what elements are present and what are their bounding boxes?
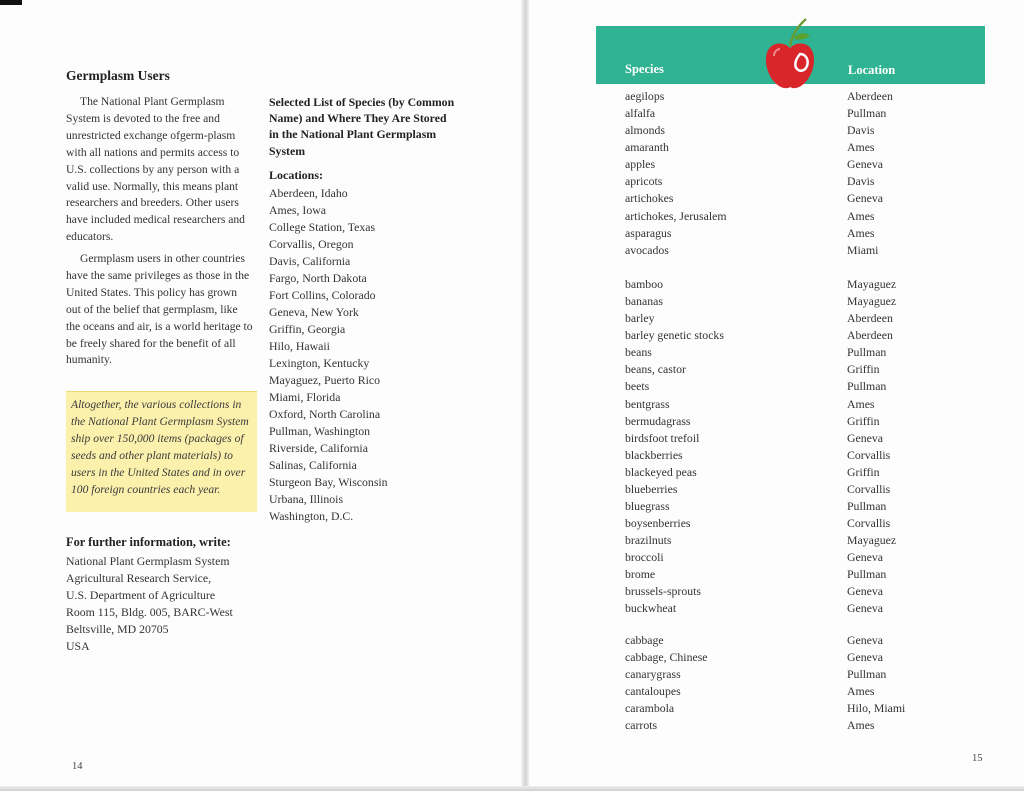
apple-icon xyxy=(760,16,820,94)
species-location: Geneva xyxy=(847,601,884,616)
page-gutter xyxy=(521,0,529,791)
species-name: apples xyxy=(625,157,656,172)
species-name: apricots xyxy=(625,174,663,189)
location-item: Hilo, Hawaii xyxy=(269,338,330,353)
species-name: buckwheat xyxy=(625,601,677,616)
location-item: Corvallis, Oregon xyxy=(269,236,354,251)
species-name: alfalfa xyxy=(625,106,656,121)
species-location: Corvallis xyxy=(847,447,891,462)
location-item: Miami, Florida xyxy=(269,389,341,404)
species-group-b xyxy=(625,276,825,618)
species-location: Ames xyxy=(847,684,875,699)
species-location: Geneva xyxy=(847,650,884,665)
address-line: Room 115, Bldg. 005, BARC-West xyxy=(66,605,233,620)
species-name: blackberries xyxy=(625,447,683,462)
location-item: Urbana, Illinois xyxy=(269,491,344,506)
species-name: cabbage xyxy=(625,633,664,647)
species-name: asparagus xyxy=(625,225,672,240)
species-name: blackeyed peas xyxy=(625,464,697,479)
species-name: brazilnuts xyxy=(625,533,672,548)
species-name: broccoli xyxy=(625,550,664,565)
species-name: beans xyxy=(625,345,652,360)
species-name: boysenberries xyxy=(625,516,691,531)
species-name: cantaloupes xyxy=(625,684,681,699)
species-location: Aberdeen xyxy=(847,328,893,343)
address-line: U.S. Department of Agriculture xyxy=(66,588,216,603)
species-location: Pullman xyxy=(847,567,887,582)
species-location: Mayaguez xyxy=(847,277,897,291)
species-group-c xyxy=(625,632,825,734)
species-location: Ames xyxy=(847,225,875,240)
species-name: bermudagrass xyxy=(625,413,691,428)
species-location: Geneva xyxy=(847,191,884,206)
species-location: Pullman xyxy=(847,106,887,121)
species-location: Hilo, Miami xyxy=(847,701,906,716)
shipping-callout xyxy=(66,391,257,512)
location-item: Pullman, Washington xyxy=(269,423,371,438)
species-location: Corvallis xyxy=(847,516,891,531)
species-name: cabbage, Chinese xyxy=(625,650,708,665)
species-location: Griffin xyxy=(847,413,880,428)
species-name: blueberries xyxy=(625,481,678,496)
species-name: bamboo xyxy=(625,277,664,291)
corner-mark xyxy=(0,0,22,5)
location-item: Davis, California xyxy=(269,253,351,268)
species-location: Ames xyxy=(847,396,875,411)
species-name: bentgrass xyxy=(625,396,670,411)
intro-paragraph: The National Plant Germplasm System is devoted to the free and unrestricted exchange ofgerm-plasm with all nations and permits access to U.S. collections by any person with a valid use. Normally, this means plant researchers and breeders. Other users have included medical researchers and educators. xyxy=(66,95,245,244)
species-name: bluegrass xyxy=(625,499,670,514)
species-location: Davis xyxy=(847,174,875,189)
location-group-c xyxy=(847,632,967,734)
page-number-right: 15 xyxy=(972,753,983,764)
species-location: Mayaguez xyxy=(847,533,897,548)
location-item: Ames, Iowa xyxy=(269,202,327,217)
policy-paragraph: Germplasm users in other countries have the same privileges as those in the United States. This policy has grown out of the belief that germplasm, like the oceans and air, is a world heritage to be freely shared for the benefit of all humanity. xyxy=(66,252,253,367)
species-location: Corvallis xyxy=(847,481,891,496)
species-location: Miami xyxy=(847,242,879,257)
species-location: Davis xyxy=(847,123,875,138)
location-item: Oxford, North Carolina xyxy=(269,406,381,421)
mailing-address xyxy=(66,553,233,656)
species-name: artichokes xyxy=(625,191,674,206)
species-location: Griffin xyxy=(847,464,880,479)
location-group-a xyxy=(847,88,967,259)
species-location: Pullman xyxy=(847,379,887,394)
location-group-b xyxy=(847,276,967,618)
further-info-heading: For further information, write: xyxy=(66,535,231,549)
species-location: Ames xyxy=(847,208,875,223)
species-name: carrots xyxy=(625,718,658,733)
species-name: barley xyxy=(625,311,655,326)
location-item: Geneva, New York xyxy=(269,304,359,319)
address-line: Agricultural Research Service, xyxy=(66,571,212,586)
address-line: National Plant Germplasm System xyxy=(66,554,230,568)
location-item: Salinas, California xyxy=(269,457,357,472)
species-name: barley genetic stocks xyxy=(625,328,724,343)
germplasm-users-heading: Germplasm Users xyxy=(66,68,170,83)
species-name: beets xyxy=(625,379,650,394)
location-item: Mayaguez, Puerto Rico xyxy=(269,372,381,387)
address-line: USA xyxy=(66,639,90,654)
species-location: Geneva xyxy=(847,157,884,172)
location-column-header: Location xyxy=(848,63,896,77)
species-name: carambola xyxy=(625,701,675,716)
species-location: Ames xyxy=(847,718,875,733)
species-name: artichokes, Jerusalem xyxy=(625,208,727,223)
species-name: aegilops xyxy=(625,89,665,103)
location-item: Fort Collins, Colorado xyxy=(269,287,376,302)
location-item: Sturgeon Bay, Wisconsin xyxy=(269,474,388,489)
page-number-left: 14 xyxy=(72,761,83,772)
species-location: Pullman xyxy=(847,499,887,514)
species-location: Ames xyxy=(847,140,875,155)
species-location: Aberdeen xyxy=(847,311,893,326)
species-group-a xyxy=(625,88,825,259)
location-item: Fargo, North Dakota xyxy=(269,270,367,285)
callout-text: Altogether, the various collections in the National Plant Germplasm System ship over 150,000 items (packages of seeds and other plant materials) to users in the United States and in over 100 foreign countries each year. xyxy=(71,398,249,496)
species-location: Geneva xyxy=(847,550,884,565)
location-item: Lexington, Kentucky xyxy=(269,355,370,370)
species-name: brome xyxy=(625,567,656,582)
species-list-title: Selected List of Species (by Common Name) and Where They Are Stored in the National Plant Germplasm System xyxy=(269,95,455,158)
species-location: Geneva xyxy=(847,633,884,647)
species-location: Aberdeen xyxy=(847,89,893,103)
species-location: Mayaguez xyxy=(847,294,897,309)
locations-heading: Locations: xyxy=(269,168,323,182)
species-column-header: Species xyxy=(625,62,664,76)
location-item: Washington, D.C. xyxy=(269,508,354,523)
species-name: beans, castor xyxy=(625,362,686,377)
species-name: canarygrass xyxy=(625,667,681,682)
species-name: brussels-sprouts xyxy=(625,584,702,599)
species-name: avocados xyxy=(625,242,669,257)
address-line: Beltsville, MD 20705 xyxy=(66,622,169,637)
species-location: Geneva xyxy=(847,584,884,599)
locations-list xyxy=(269,185,388,525)
species-name: amaranth xyxy=(625,140,669,155)
location-item: College Station, Texas xyxy=(269,219,376,234)
location-item: Griffin, Georgia xyxy=(269,321,346,336)
location-item: Aberdeen, Idaho xyxy=(269,186,348,200)
species-location: Geneva xyxy=(847,430,884,445)
location-item: Riverside, California xyxy=(269,440,368,455)
species-location: Griffin xyxy=(847,362,880,377)
species-location: Pullman xyxy=(847,667,887,682)
species-name: birdsfoot trefoil xyxy=(625,430,700,445)
page-bottom-edge xyxy=(0,786,1024,791)
species-name: almonds xyxy=(625,123,665,138)
species-name: bananas xyxy=(625,294,663,309)
species-location: Pullman xyxy=(847,345,887,360)
